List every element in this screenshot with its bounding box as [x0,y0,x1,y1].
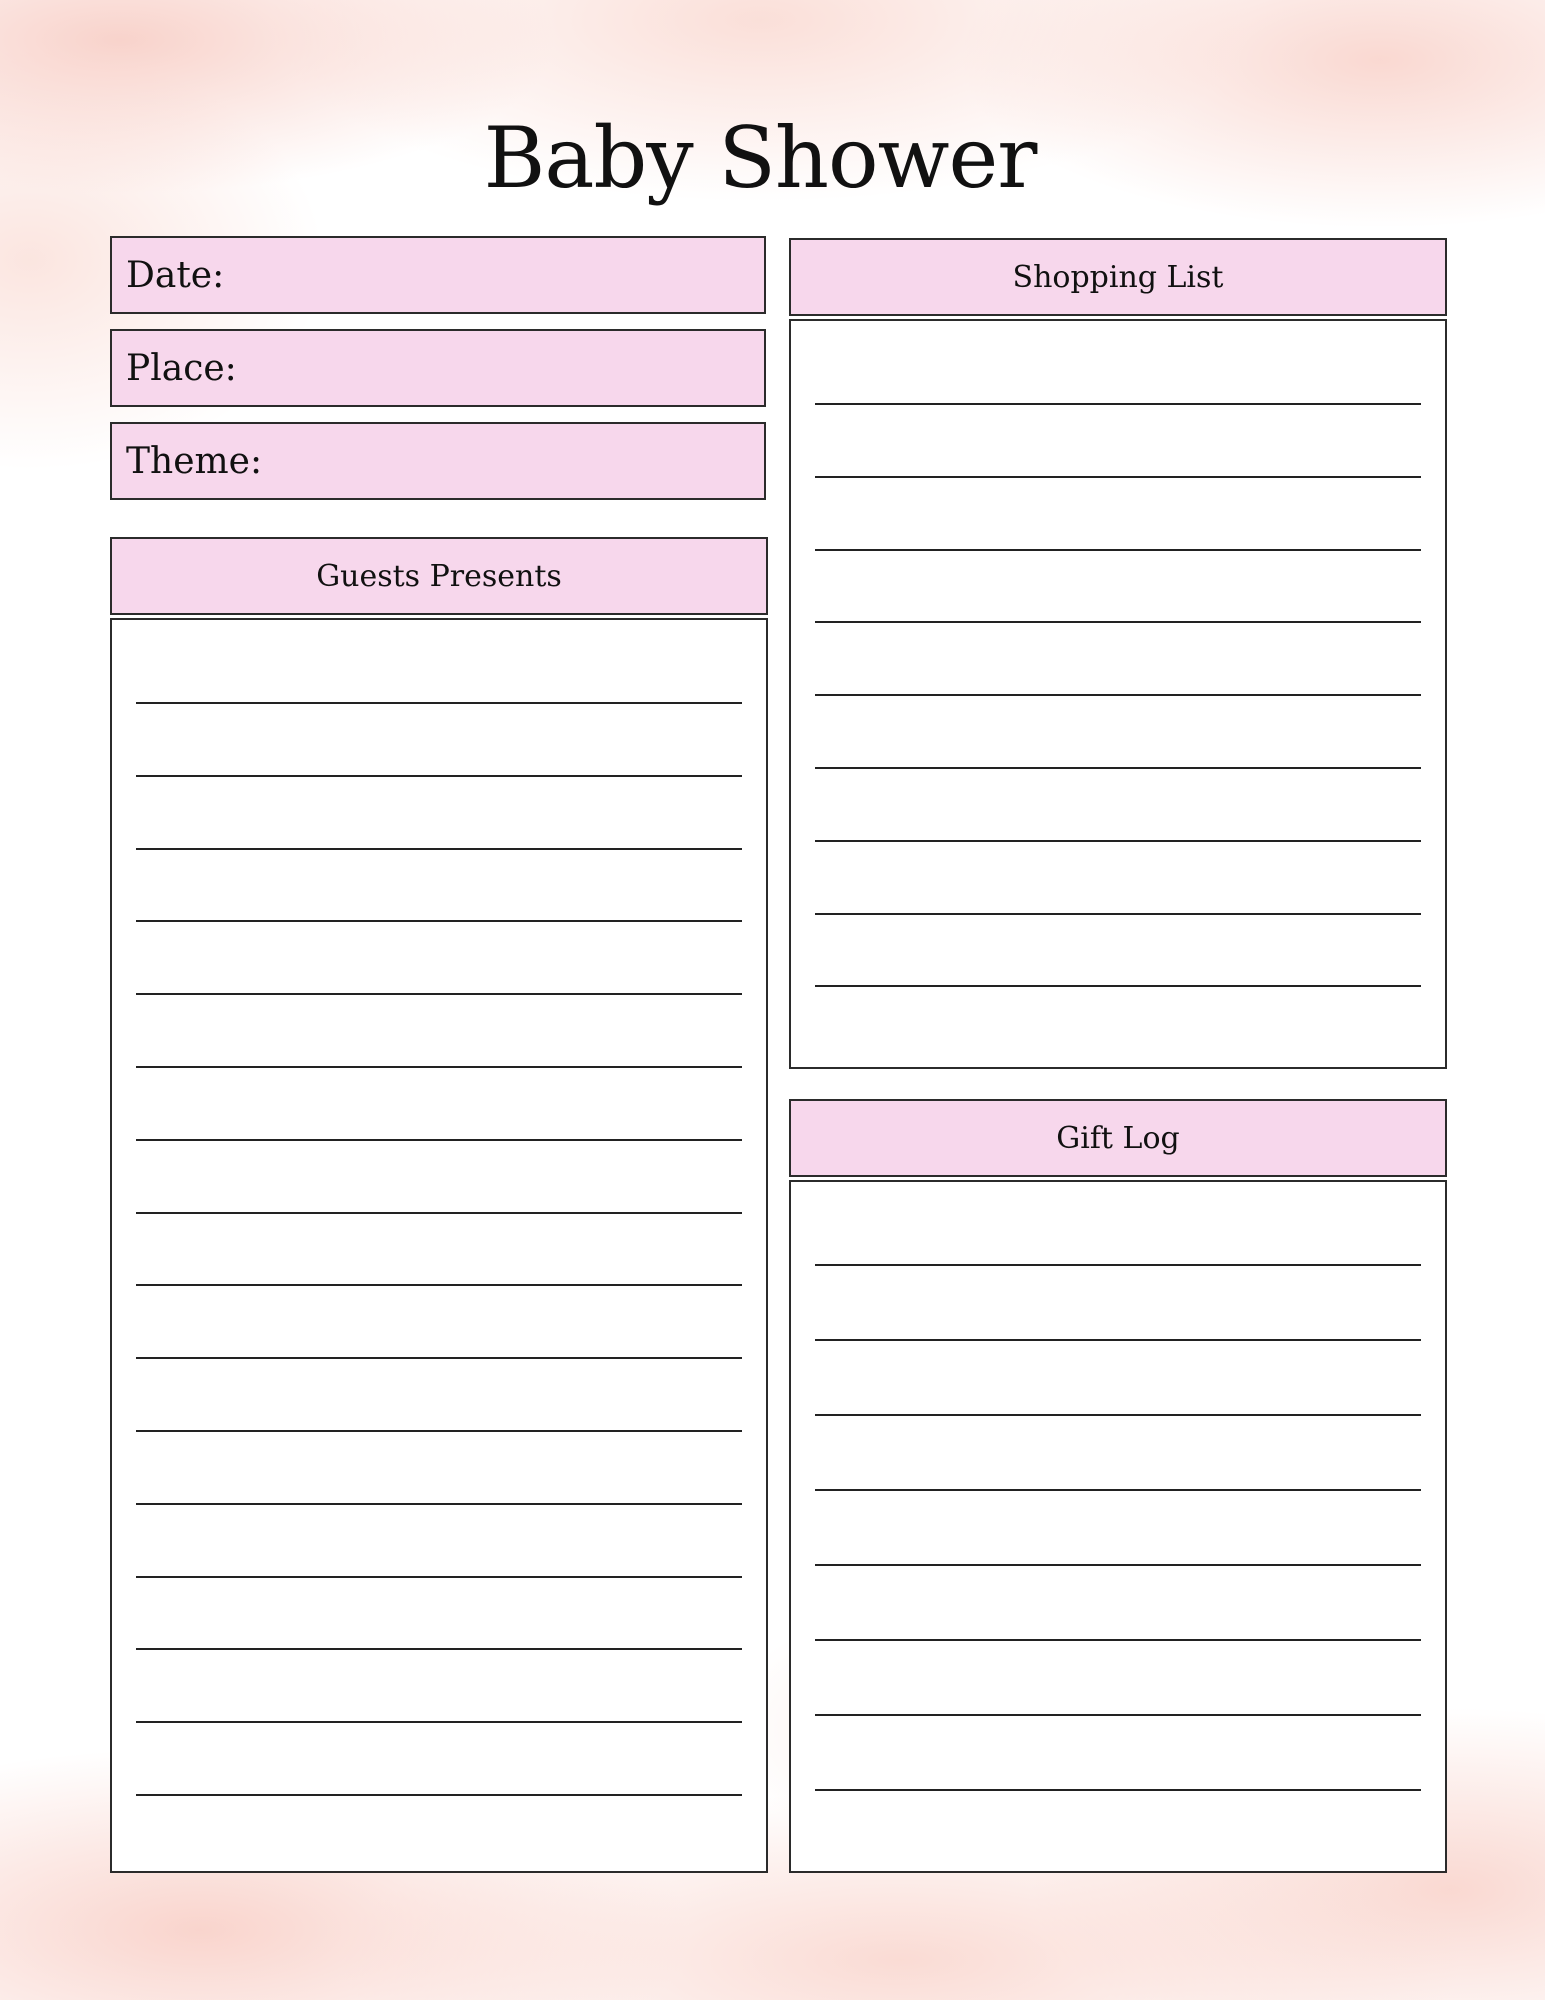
writing-line[interactable] [136,1357,742,1359]
gift-log-panel [789,1099,1447,1873]
writing-line[interactable] [136,1794,742,1796]
writing-line[interactable] [136,848,742,850]
date-label: Date: [126,254,225,296]
writing-line[interactable] [136,1430,742,1432]
writing-line[interactable] [136,993,742,995]
writing-line[interactable] [815,694,1421,696]
writing-line[interactable] [815,1264,1421,1266]
writing-line[interactable] [815,403,1421,405]
writing-line[interactable] [815,549,1421,551]
theme-label: Theme: [126,440,263,482]
writing-line[interactable] [815,621,1421,623]
writing-line[interactable] [815,985,1421,987]
shopping-list-panel [789,238,1447,1069]
writing-line[interactable] [815,1789,1421,1791]
writing-line[interactable] [815,1489,1421,1491]
shopping-list-lines[interactable] [789,319,1447,1069]
writing-line[interactable] [815,840,1421,842]
writing-line[interactable] [136,1576,742,1578]
writing-line[interactable] [815,1639,1421,1641]
writing-line[interactable] [136,920,742,922]
writing-line[interactable] [136,775,742,777]
gift-log-title: Gift Log [1056,1120,1180,1156]
writing-line[interactable] [136,1212,742,1214]
date-field[interactable] [110,236,766,314]
place-label: Place: [126,347,237,389]
guests-presents-title: Guests Presents [316,558,562,594]
shopping-list-title: Shopping List [1012,259,1224,295]
writing-line[interactable] [815,767,1421,769]
writing-line[interactable] [815,913,1421,915]
shopping-list-header [789,238,1447,316]
writing-line[interactable] [136,1139,742,1141]
writing-line[interactable] [815,1714,1421,1716]
guests-presents-panel [110,537,768,1873]
writing-line[interactable] [815,476,1421,478]
writing-line[interactable] [815,1564,1421,1566]
theme-field[interactable] [110,422,766,500]
gift-log-header [789,1099,1447,1177]
writing-line[interactable] [136,1721,742,1723]
writing-line[interactable] [136,1284,742,1286]
gift-log-lines[interactable] [789,1180,1447,1873]
writing-line[interactable] [136,1066,742,1068]
writing-line[interactable] [136,1648,742,1650]
place-field[interactable] [110,329,766,407]
guests-presents-lines[interactable] [110,618,768,1873]
writing-line[interactable] [136,702,742,704]
writing-line[interactable] [136,1503,742,1505]
page-title: Baby Shower [483,109,1037,207]
writing-line[interactable] [815,1339,1421,1341]
writing-line[interactable] [815,1414,1421,1416]
guests-presents-header [110,537,768,615]
